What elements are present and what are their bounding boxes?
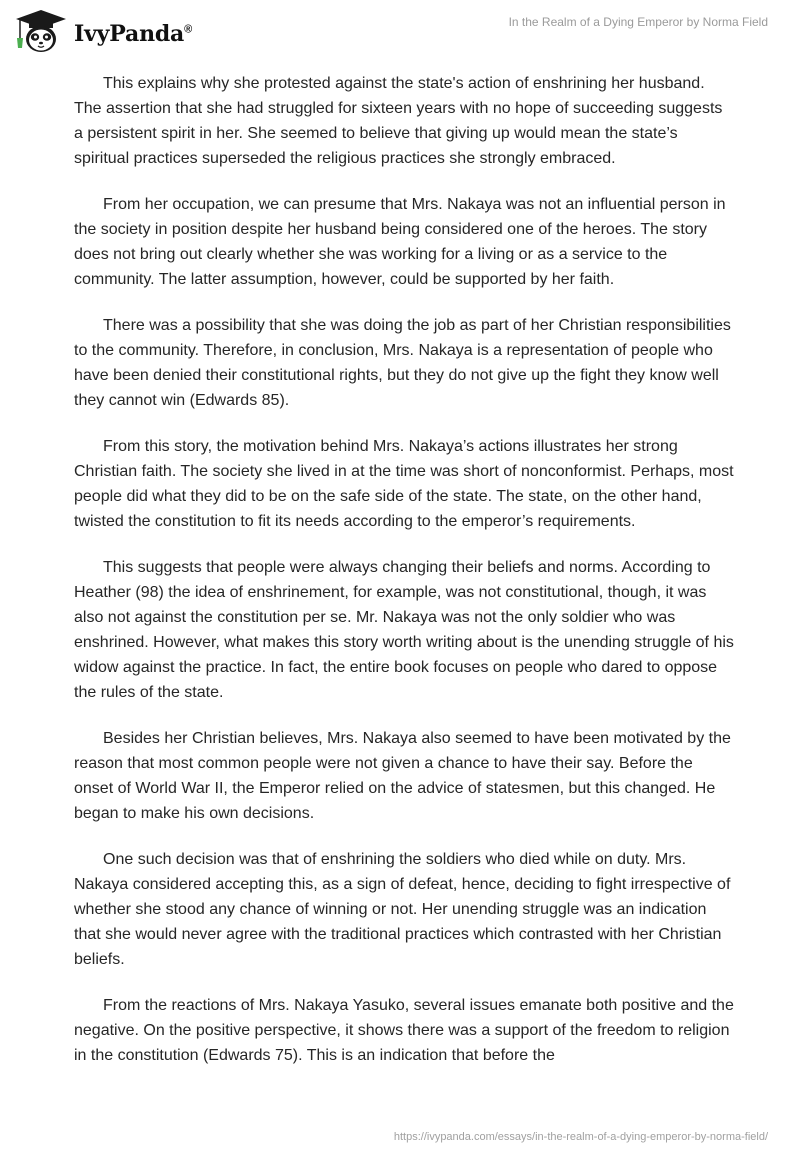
page-header <box>0 0 800 64</box>
source-url[interactable]: https://ivypanda.com/essays/in-the-realm-of-a-dying-emperor-by-norma-field/ <box>393 1131 768 1143</box>
ivypanda-logo[interactable] <box>14 8 192 54</box>
paragraph: This suggests that people were always changing their beliefs and norms. According to Heather (98) the idea of enshrinement, for example, was not constitutional, though, it was also not against the constitution per se. Mr. Nakaya was not the only soldier who was enshrined. However, what makes this story worth writing about is the unending struggle of his widow against the practice. In fact, the entire book focuses on people who dared to oppose the rules of the state. <box>74 559 734 701</box>
paragraph: Besides her Christian believes, Mrs. Nakaya also seemed to have been motivated by the reason that most common people were not given a chance to have their say. Before the onset of World War II, the Emperor relied on the advice of statesmen, but this changed. He began to make his own decisions. <box>74 730 731 822</box>
paragraph: From the reactions of Mrs. Nakaya Yasuko, several issues emanate both positive and the negative. On the positive perspective, it shows there was a support of the freedom to religion in the constitution (Edwards 75). This is an indication that before the <box>74 997 734 1064</box>
paragraph: From her occupation, we can presume that Mrs. Nakaya was not an influential person in the society in position despite her husband being considered one of the heroes. The story does not bring out clearly whether she was working for a living or as a service to the community. The latter assumption, however, could be supported by her faith. <box>74 196 726 288</box>
paragraph: One such decision was that of enshrining the soldiers who died while on duty. Mrs. Nakaya considered accepting this, as a sign of defeat, hence, deciding to fight irrespective of whether she stood any chance of winning or not. Her unending struggle was an indication that she would never agree with the traditional practices which contrasted with her Christian beliefs. <box>74 851 731 968</box>
document-title: In the Realm of a Dying Emperor by Norma Field <box>508 15 768 29</box>
paragraph: From this story, the motivation behind Mrs. Nakaya’s actions illustrates her strong Christian faith. The society she lived in at the time was short of nonconformist. Perhaps, most people did what they did to be on the safe side of the state. The state, on the other hand, twisted the constitution to fit its needs according to the emperor’s requirements. <box>74 438 734 530</box>
paragraph: There was a possibility that she was doing the job as part of her Christian responsibilities to the community. Therefore, in conclusion, Mrs. Nakaya is a representation of people who have been denied their constitutional rights, but they do not give up the fight they know well they cannot win (Edwards 85). <box>74 317 731 409</box>
paragraph: This explains why she protested against the state's action of enshrining her husband. The assertion that she had struggled for sixteen years with no hope of succeeding suggests a persistent spirit in her. She seemed to believe that giving up would mean the state’s spiritual practices superseded the religious practices she strongly embraced. <box>74 75 723 167</box>
panda-graduate-icon <box>14 8 68 54</box>
essay-body <box>74 71 734 1089</box>
logo-wordmark: IvyPanda® <box>74 21 193 47</box>
